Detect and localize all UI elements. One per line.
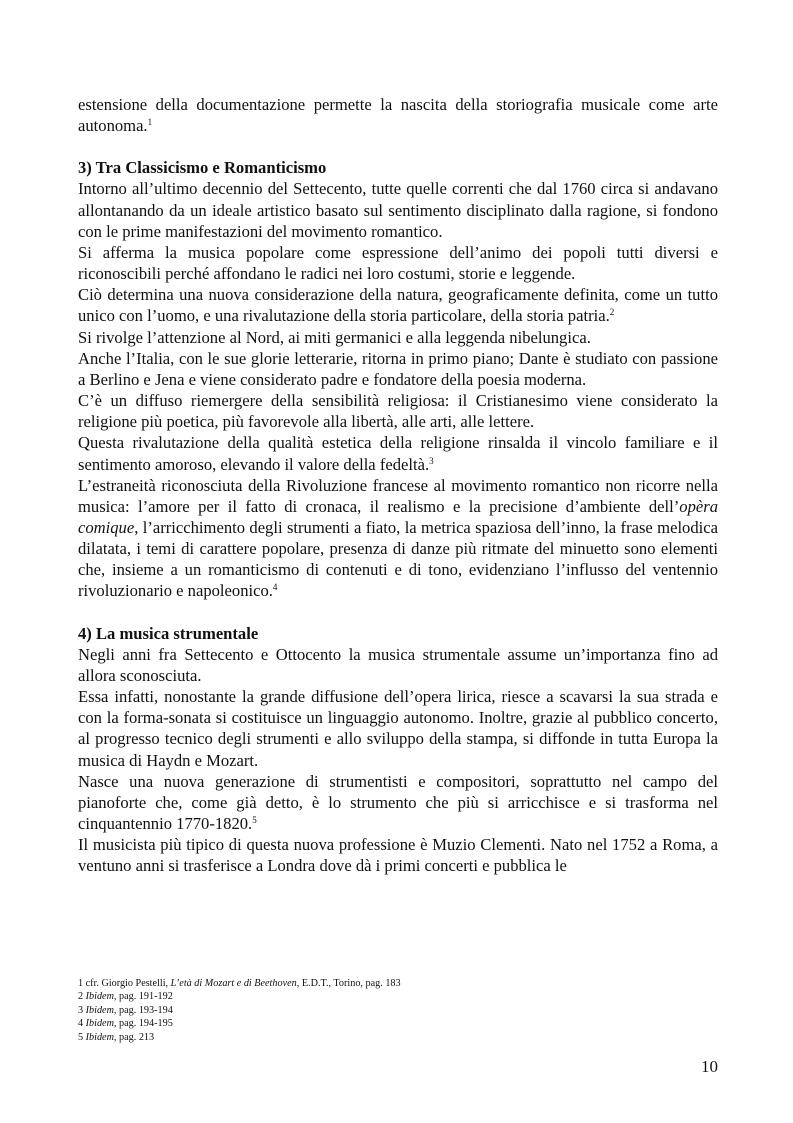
- footnote-ref: 4: [272, 582, 278, 593]
- footnote-ref: 3: [429, 455, 434, 466]
- paragraph: Intorno all’ultimo decennio del Settecento, tutte quelle correnti che dal 1760 circa si andavano allontanando da un ideale artistico basato sul sentimento disciplinato dalla ragione, si fondono con le prime manifestazioni del movimento romantico.: [78, 179, 718, 241]
- footnote: 2 Ibidem, pag. 191-192: [78, 991, 173, 1003]
- footnote: 3 Ibidem, pag. 193-194: [78, 1004, 173, 1016]
- paragraph: Il musicista più tipico di questa nuova professione è Muzio Clementi. Nato nel 1752 a Roma, a ventuno anni si trasferisce a Londra dove dà i primi concerti e pubblica le: [78, 835, 718, 876]
- footnote-ref: 2: [609, 307, 615, 318]
- paragraph: C’è un diffuso riemergere della sensibilità religiosa: il Cristianesimo viene considerato la religione più poetica, più favorevole alla libertà, alle arti, alle lettere.: [78, 391, 718, 432]
- footnote: 5 Ibidem, pag. 213: [78, 1031, 155, 1043]
- paragraph: Essa infatti, nonostante la grande diffusione dell’opera lirica, riesce a scavarsi la sua strada e con la forma-sonata si costituisce un linguaggio autonomo. Inoltre, grazie al pubblico concerto, al progresso tecnico degli strumenti e allo sviluppo della stampa, si diffonde in tutta Europa la musica di Haydn e Mozart.: [78, 687, 718, 770]
- footnote-ref: 5: [252, 815, 257, 825]
- paragraph: Anche l’Italia, con le sue glorie letterarie, ritorna in primo piano; Dante è studiato con passione a Berlino e Jena e viene considerato padre e fondatore della poesia moderna.: [78, 348, 718, 389]
- paragraph: Si afferma la musica popolare come espressione dell’animo dei popoli tutti diversi e riconoscibili perché affondano le radici nei loro costumi, storie e leggende.: [78, 242, 718, 284]
- section-heading: 3) Tra Classicismo e Romanticismo: [78, 158, 327, 178]
- body-text: [78, 94, 718, 876]
- paragraph: Ciò determina una nuova considerazione della natura, geograficamente definita, come un tutto unico con l’uomo, e una rivalutazione della storia particolare, della storia patria.$^2$: [78, 285, 718, 326]
- paragraph: estensione della documentazione permette la nascita della storiografia musicale come arte autonoma.$^1$: [78, 95, 718, 136]
- paragraph: Si rivolge l’attenzione al Nord, ai miti germanici e alla leggenda nibelungica.: [78, 327, 591, 347]
- italic-title: opèra comique: [78, 496, 718, 537]
- page-number: 10: [701, 1057, 718, 1076]
- section-heading: 4) La musica strumentale: [78, 623, 259, 643]
- paragraph: Nasce una nuova generazione di strumentisti e compositori, soprattutto nel campo del pianoforte che, come già detto, è lo strumento che più si arricchisce e si trasforma nel cinquantennio 1770-1820.$^5$: [78, 771, 718, 833]
- footnotes: [78, 977, 718, 1044]
- paragraph: L’estraneità riconosciuta della Rivoluzione francese al movimento romantico non ricorre nella musica: l’amore per il fatto di cronaca, il realismo e la precisione d’ambiente dell’opèra comique, l’arricchimento degli strumenti a fiato, la metrica spaziosa dell’inno, la frase melodica dilatata, i temi di carattere popolare, presenza di danze più ritmate del minuetto sono elementi che, insieme a un romanticismo di contenuti e di tono, evidenziano l’influsso del ventennio rivoluzionario e napoleonico.$^4$: [78, 475, 718, 601]
- footnote: 4 Ibidem, pag. 194-195: [78, 1018, 173, 1030]
- paragraph: Negli anni fra Settecento e Ottocento la musica strumentale assume un’importanza fino ad allora sconosciuta.: [78, 644, 718, 685]
- footnote: 1 cfr. Giorgio Pestelli, L’età di Mozart e di Beethoven, E.D.T., Torino, pag. 183: [78, 978, 401, 989]
- footnote-ref: 1: [147, 117, 153, 128]
- paragraph: Questa rivalutazione della qualità estetica della religione rinsalda il vincolo familiare e il sentimento amoroso, elevando il valore della fedeltà.$^3$: [78, 433, 718, 474]
